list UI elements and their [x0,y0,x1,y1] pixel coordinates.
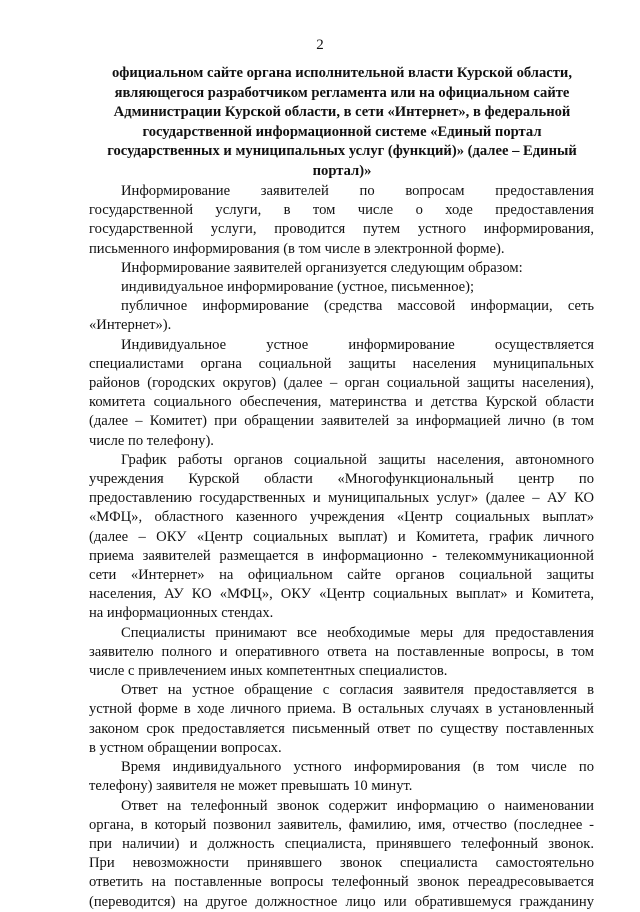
paragraph-line: в устном обращении вопросах. [89,739,282,756]
paragraph-line: Время индивидуального устного информирования (в том числе по [121,759,594,776]
paragraph-line: законом срок предоставляется письменный ответ по существу поставленных [89,720,594,737]
paragraph-line: устной форме в ходе личного приема. В остальных случаях в установленный [89,701,594,718]
paragraph-line: публичное информирование (средства массовой информации, сеть [121,298,594,315]
heading-line: государственной информационной системе «Единый портал [142,123,542,140]
paragraph-informing [89,182,594,259]
body-text [89,182,594,912]
paragraph-line: ответить на поставленные вопросы телефонный звонок переадресовывается [89,874,594,891]
paragraph-line: числе с привлечением иных компетентных специалистов. [89,663,448,680]
heading-line: портал)» [312,162,372,179]
paragraph-line: районов (городских округов) (далее – орган социальной защиты населения), [89,375,594,392]
heading-line: Администрации Курской области, в сети «Интернет», в федеральной [113,104,571,121]
paragraph-line: График работы органов социальной защиты населения, автономного [121,451,594,468]
paragraph-line: «Интернет»). [89,317,172,334]
paragraph-line: заявителю полного и оперативного ответа на поставленные вопросы, в том [89,643,594,660]
paragraph-line: комитета социального обеспечения, материнства и детства Курской области [89,394,594,411]
paragraph-line: государственной услуги, в том числе о ходе предоставления [89,202,594,219]
paragraph-line: населения, АУ КО «МФЦ», ОКУ «Центр социальных выплат» и Комитета, [89,586,594,603]
paragraph-line: (далее – Комитет) при обращении заявителей за информацией лично (в том [89,413,594,430]
paragraph-line: сети «Интернет» на официальном сайте органов социальной защиты [89,567,594,584]
heading-line: государственных и муниципальных услуг (функций)» (далее – Единый [107,143,577,160]
paragraph-line: (далее – ОКУ «Центр социальных выплат) и Комитета, график личного [89,528,594,545]
paragraph-line: государственной услуги, проводится путем устного информирования, [89,221,594,238]
heading-line: являющегося разработчиком регламента или на официальном сайте [114,84,570,101]
paragraph-line: телефону) заявителя не может превышать 10 минут. [89,778,413,795]
paragraph-organization [89,259,594,278]
paragraph-line: специалистами органа социальной защиты населения муниципальных [89,355,594,372]
paragraph-line: на информационных стендах. [89,605,274,622]
paragraph-specialists [89,624,594,682]
paragraph-line: индивидуальное информирование (устное, письменное); [121,279,475,296]
paragraph-line: при наличии) и должность специалиста, принявшего телефонный звонок. [89,835,594,852]
paragraph-line: учреждения Курской области «Многофункциональный центр по [89,471,594,488]
paragraph-line: Информирование заявителей по вопросам предоставления [121,183,594,199]
paragraph-oral-answer [89,681,594,758]
paragraph-line: числе по телефону). [89,432,214,449]
paragraph-schedule [89,451,594,624]
paragraph-line: Индивидуальное устное информирование осуществляется [121,336,594,353]
paragraph-individual [89,278,594,297]
paragraph-line: Информирование заявителей организуется следующим образом: [121,259,523,276]
paragraph-line: предоставлению государственных и муниципальных услуг» (далее – АУ КО [89,490,594,507]
section-heading [92,64,592,182]
paragraph-line: (переводится) на другое должностное лицо или обратившемуся гражданину [89,893,594,910]
paragraph-line: Ответ на устное обращение с согласия заявителя предоставляется в [121,682,594,699]
page-number: 2 [316,37,324,53]
paragraph-line: письменного информирования (в том числе в электронной форме). [89,240,505,257]
paragraph-line: приема заявителей размещается в информационно - телекоммуникационной [89,547,594,564]
paragraph-time-limit [89,758,594,796]
paragraph-oral-informing [89,336,594,451]
heading-line: официальном сайте органа исполнительной власти Курской области, [111,65,572,81]
paragraph-public [89,297,594,335]
paragraph-line: «МФЦ», областного казенного учреждения «Центр социальных выплат» [89,509,594,526]
paragraph-line: органа, в который позвонил заявитель, фамилию, имя, отчество (последнее - [89,816,594,833]
paragraph-line: Ответ на телефонный звонок содержит информацию о наименовании [121,797,594,814]
paragraph-phone-answer [89,797,594,912]
paragraph-line: Специалисты принимают все необходимые меры для предоставления [121,624,594,641]
paragraph-line: При невозможности принявшего звонок специалиста самостоятельно [89,855,594,872]
